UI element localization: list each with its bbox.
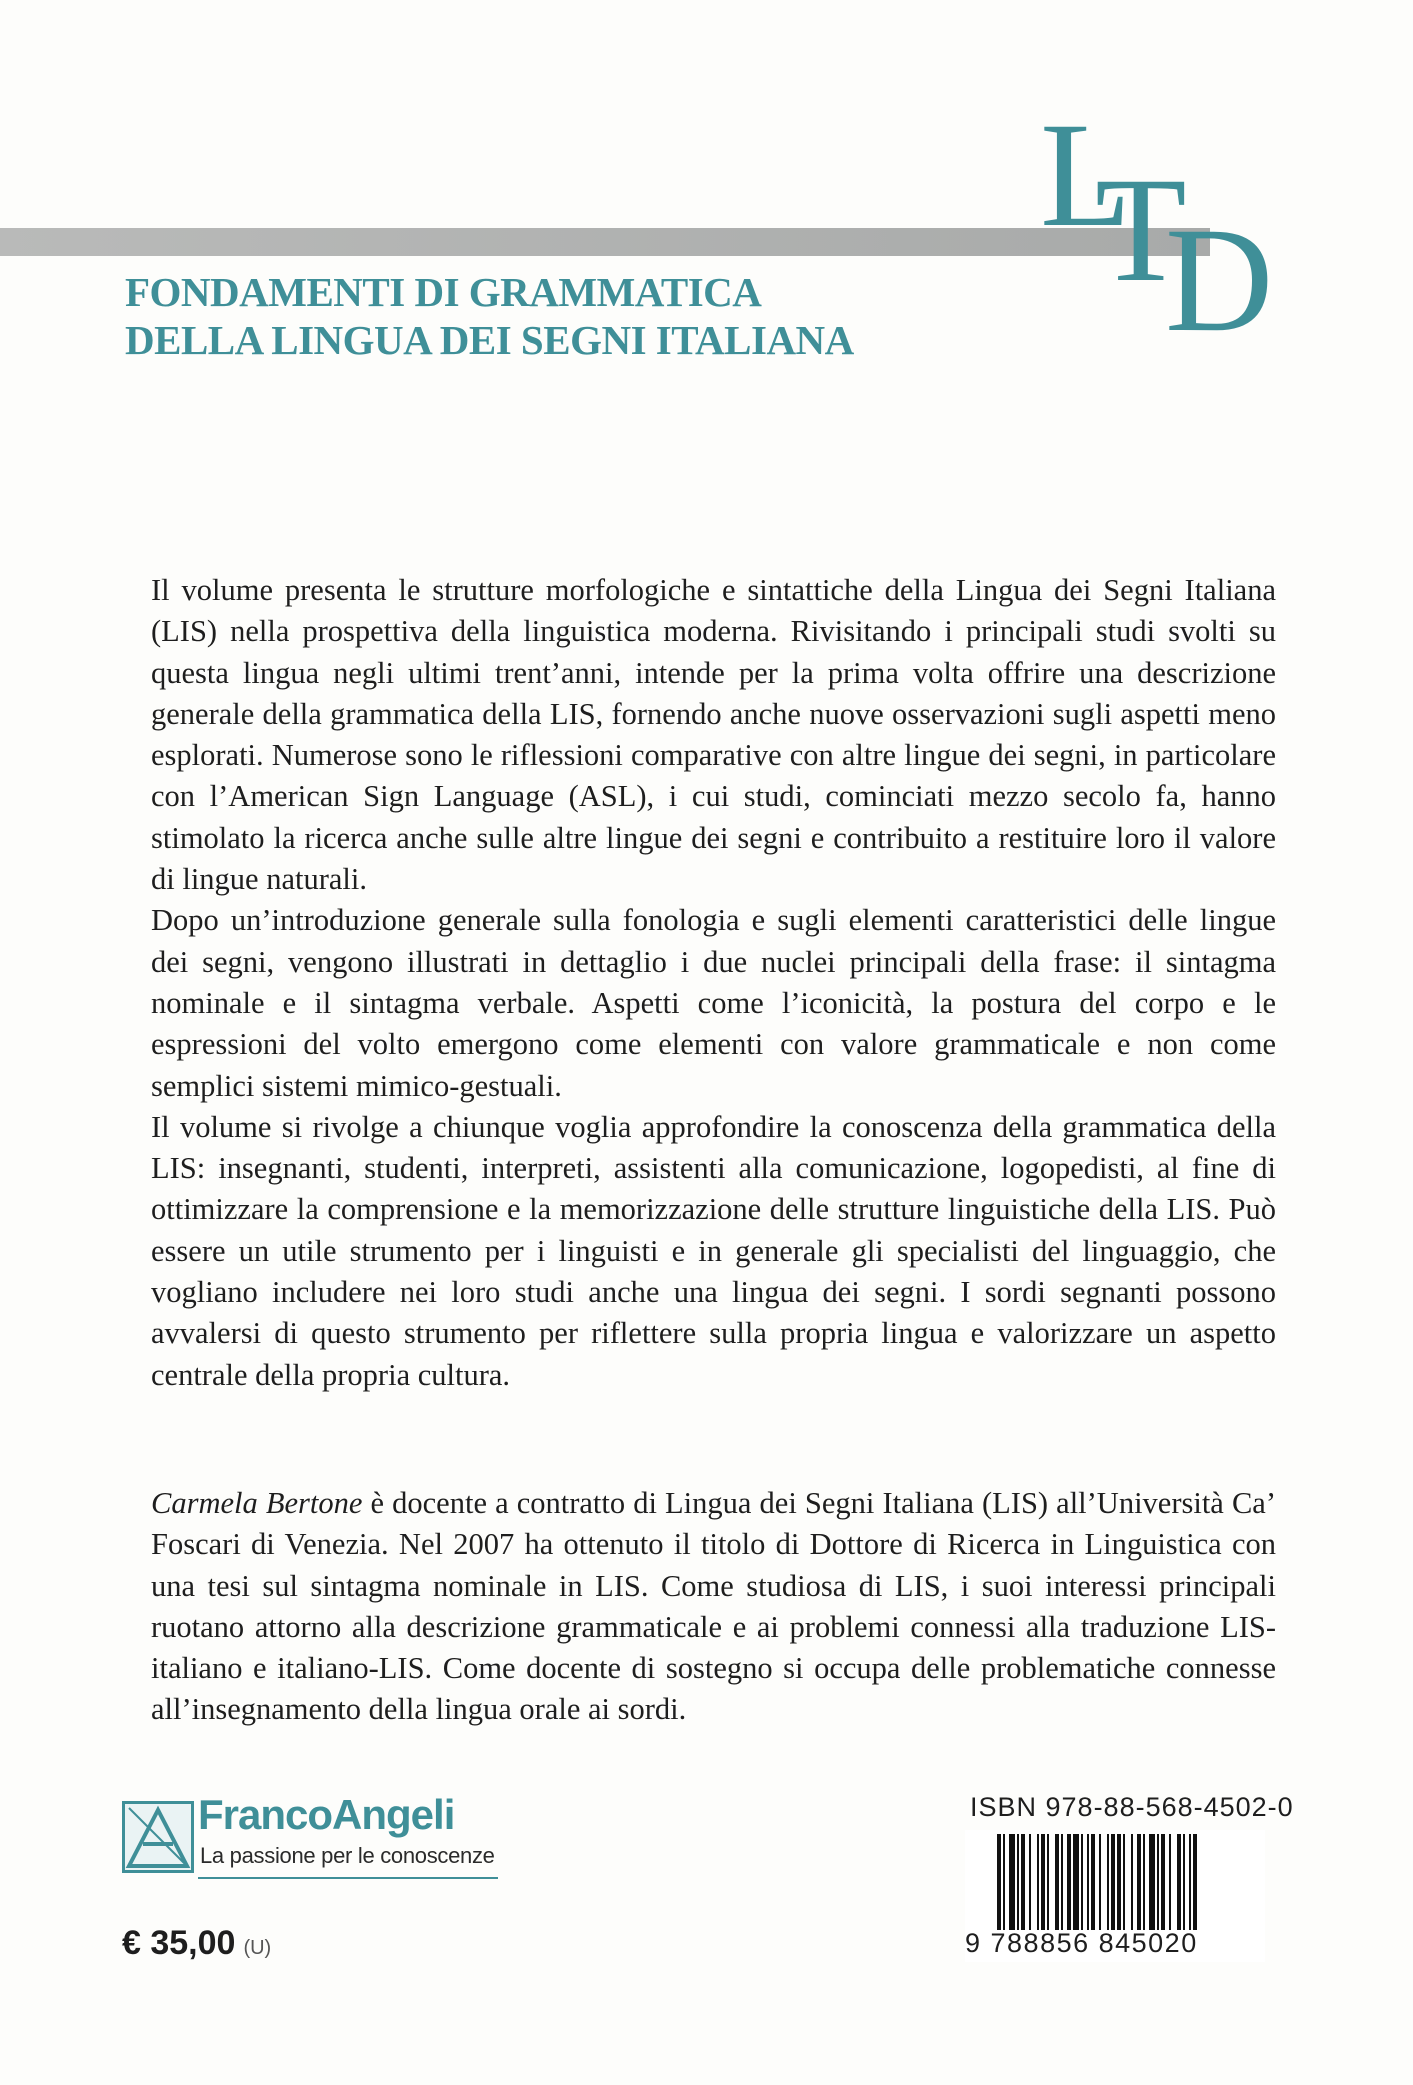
description-paragraph-1: Il volume presenta le strutture morfologiche e sintattiche della Lingua dei Segni Italiana (LIS) nella prospettiva della linguistica moderna. Rivisitando i principali studi svolti su questa lingua negli ultimi trent’anni, intende per la prima volta offrire una descrizione generale della grammatica della LIS, fornendo anche nuove osservazioni sugli aspetti meno esplorati. Numerose sono le riflessioni comparative con altre lingue dei segni, in particolare con l’American Sign Language (ASL), i cui studi, cominciati mezzo secolo fa, hanno stimolato la ricerca anche sulle altre lingue dei segni e contribuito a restituire loro il valore di lingue naturali.	[151, 573, 1276, 897]
barcode-bar	[1073, 1834, 1079, 1930]
barcode	[965, 1830, 1265, 1962]
barcode-bar	[1047, 1834, 1049, 1930]
barcode-bar	[1111, 1834, 1115, 1930]
barcode-bar	[1169, 1834, 1171, 1930]
barcode-bar	[1177, 1834, 1181, 1930]
price	[122, 1924, 271, 1963]
series-logo-letter-d: D	[1165, 197, 1274, 363]
barcode-bar	[1081, 1834, 1083, 1930]
author-bio	[151, 1483, 1276, 1731]
price-code: (U)	[243, 1937, 272, 1959]
barcode-bar	[1183, 1834, 1185, 1930]
barcode-bar	[1193, 1834, 1197, 1930]
book-title-line-2: DELLA LINGUA DEI SEGNI ITALIANA	[125, 317, 854, 363]
barcode-bar	[1143, 1834, 1145, 1930]
barcode-bar	[1161, 1834, 1165, 1930]
price-amount: € 35,00	[122, 1924, 236, 1962]
barcode-bar	[1029, 1834, 1031, 1930]
publisher-underline	[198, 1877, 498, 1879]
publisher-emblem-icon	[122, 1801, 194, 1873]
barcode-bar	[1055, 1834, 1059, 1930]
barcode-bar	[1107, 1834, 1109, 1930]
barcode-bar	[1157, 1834, 1159, 1930]
barcode-bar	[1131, 1834, 1133, 1930]
series-logo-letter-t: T	[1095, 147, 1187, 313]
barcode-bar	[1087, 1834, 1089, 1930]
barcode-bar	[1099, 1834, 1101, 1930]
barcode-bar	[1137, 1834, 1141, 1930]
barcode-bar	[1123, 1834, 1125, 1930]
book-title	[125, 268, 1025, 364]
barcode-bar	[1091, 1834, 1095, 1930]
barcode-bar	[1189, 1834, 1191, 1930]
publisher-logo	[122, 1791, 502, 1887]
barcode-bar	[1067, 1834, 1071, 1930]
description-paragraph-3: Il volume si rivolge a chiunque voglia approfondire la conoscenza della grammatica della LIS: insegnanti, studenti, interpreti, assistenti alla comunicazione, logopedisti, al fine di ottimizzare la comprensione e la memorizzazione delle strutture linguistiche della LIS. Può essere un utile strumento per i linguisti e in generale gli specialisti del linguaggio, che vogliano includere nei loro studi anche una lingua dei segni. I sordi segnanti possono avvalersi di questo strumento per riflettere sulla propria lingua e valorizzare un aspetto centrale della propria cultura.	[151, 1109, 1276, 1392]
barcode-bar	[1017, 1834, 1019, 1930]
series-logo	[1040, 92, 1280, 363]
book-description	[151, 570, 1276, 1396]
barcode-bars	[997, 1834, 1259, 1930]
description-paragraph-2: Dopo un’introduzione generale sulla fonologia e sugli elementi caratteristici delle lingue dei segni, vengono illustrati in dettaglio i due nuclei principali della frase: il sintagma nominale e il sintagma verbale. Aspetti come l’iconicità, la postura del corpo e le espressioni del volto emergono come elementi con valore grammaticale e non come semplici sistemi mimico-gestuali.	[151, 903, 1276, 1103]
publisher-name: FrancoAngeli	[198, 1791, 455, 1838]
series-logo-letter-l: L	[1040, 92, 1132, 258]
barcode-bar	[1037, 1834, 1039, 1930]
barcode-bar	[1149, 1834, 1155, 1930]
author-name: Carmela Bertone	[151, 1486, 363, 1520]
barcode-bar	[1041, 1834, 1045, 1930]
publisher-tagline: La passione per le conoscenze	[200, 1843, 495, 1868]
isbn-label: ISBN 978-88-568-4502-0	[970, 1792, 1294, 1822]
barcode-digits: 9 788856 845020	[965, 1928, 1198, 1958]
author-bio-text: è docente a contratto di Lingua dei Segni Italiana (LIS) all’Università Ca’ Foscari di Venezia. Nel 2007 ha ottenuto il titolo di Dottore di Ricerca in Linguistica con una tesi sul sintagma nominale in LIS. Come studiosa di LIS, i suoi interessi principali ruotano attorno alla descrizione grammaticale e ai problemi connessi alla traduzione LIS-italiano e italiano-LIS. Come docente di sostegno si occupa delle problematiche connesse all’insegnamento della lingua orale ai sordi.	[151, 1486, 1276, 1727]
barcode-bar	[1009, 1834, 1015, 1930]
barcode-bar	[1003, 1834, 1005, 1930]
barcode-bar	[1021, 1834, 1025, 1930]
barcode-bar	[997, 1834, 1001, 1930]
barcode-bar	[1117, 1834, 1121, 1930]
decorative-band	[0, 228, 1210, 256]
barcode-bar	[1061, 1834, 1063, 1930]
book-title-line-1: FONDAMENTI DI GRAMMATICA	[125, 269, 762, 315]
